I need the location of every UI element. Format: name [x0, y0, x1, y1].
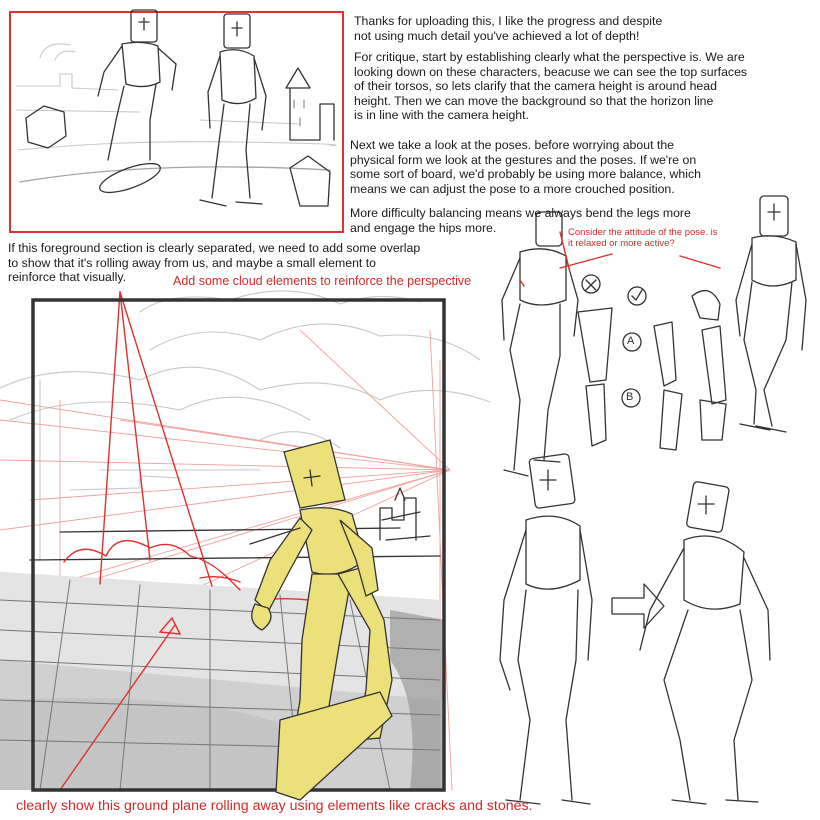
critique-perspective: For critique, start by establishing clearly what the perspective is. We are looking down on these characters, beacuse we can see the top surfaces of their torsos, so lets clarify that the camera height is around head height. Then we can move the background so that the horizon line is in line with the camera height. — [354, 50, 748, 123]
critique-intro: Thanks for uploading this, I like the progress and despite not using much detail you've achieved a lot of depth! — [354, 14, 663, 43]
annotation-clouds: Add some cloud elements to reinforce the perspective — [173, 274, 472, 288]
annotation-ground-plane: clearly show this ground plane rolling away using elements like cracks and stones. — [16, 798, 533, 814]
main-artwork — [0, 291, 490, 800]
annotation-attitude: Consider the attitude of the pose. is it relaxed or more active? — [568, 227, 718, 249]
choice-a-label: A — [627, 335, 635, 347]
choice-b-label: B — [626, 391, 634, 403]
critique-poses: Next we take a look at the poses. before worrying about the physical form we look at the gestures and the poses. If we're on some sort of board, we'd probably be using more balance, which means we can adjust the pose to a more crouched position. — [350, 138, 701, 196]
pose-studies — [500, 196, 806, 804]
critique-foreground: If this foreground section is clearly separated, we need to add some overlap to show that it's rolling away from us, and maybe a small element to reinforce that visually. — [8, 241, 421, 285]
critique-balance: More difficulty balancing means we always bend the legs more and engage the hips more. — [350, 206, 691, 235]
original-artwork-thumbnail — [10, 10, 343, 232]
